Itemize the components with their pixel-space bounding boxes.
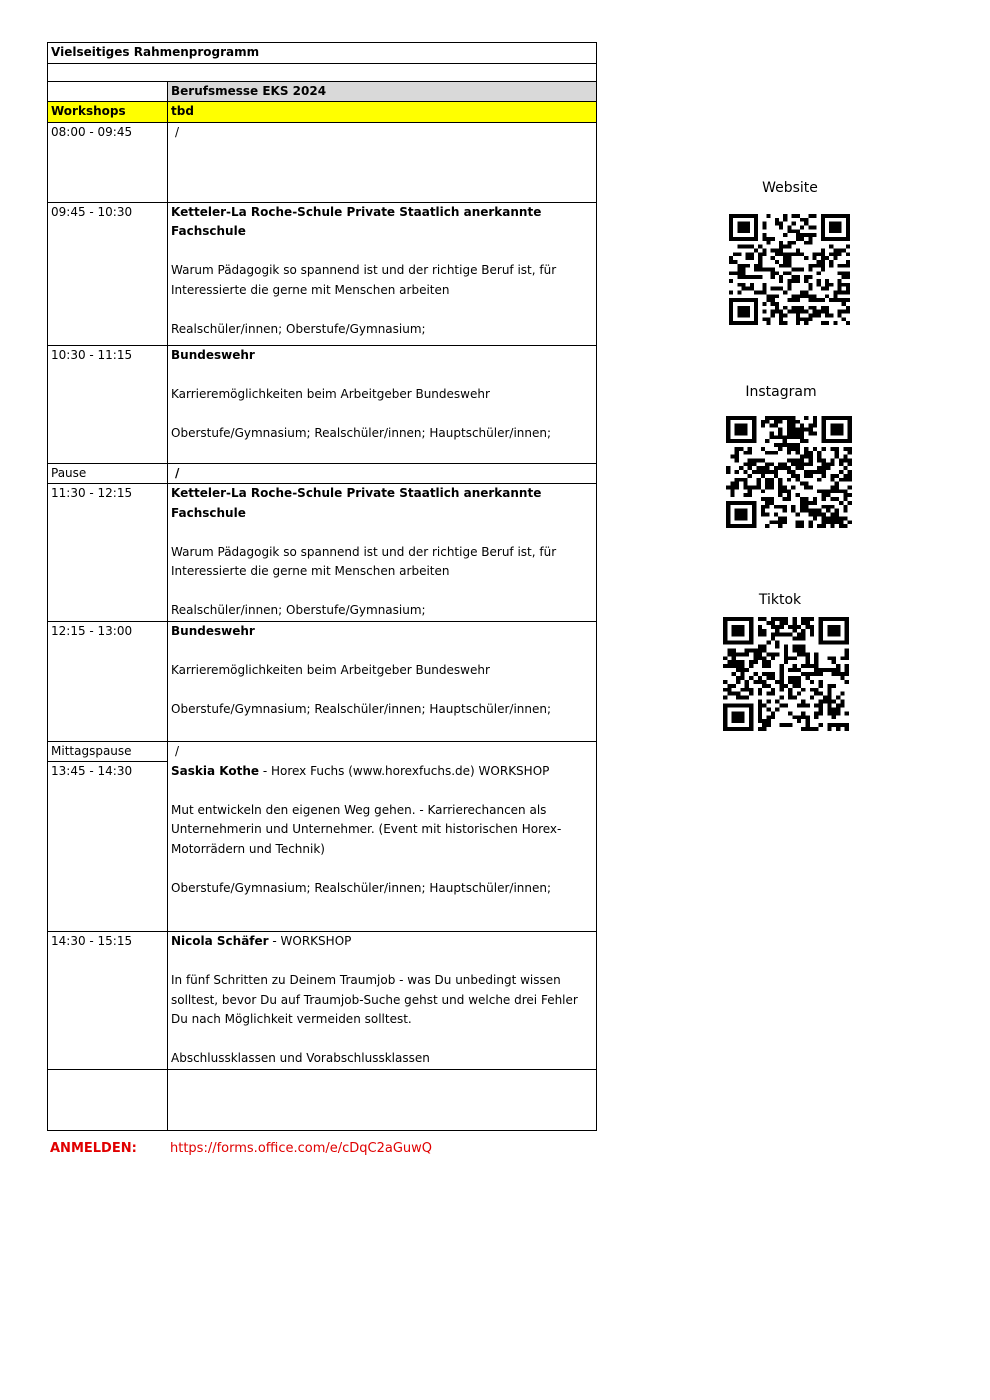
session-cell [168,484,597,622]
schedule-row [48,202,597,345]
session-title: Ketteler-La Roche-Schule Private Staatlich anerkannte Fachschule [171,204,542,238]
session-desc-line: Warum Pädagogik so spannend ist und der richtige Beruf ist, für [171,263,557,277]
schedule-row [48,463,597,484]
session-audience: Oberstufe/Gymnasium; Realschüler/innen; Hauptschüler/innen; [171,701,552,716]
slot-mark [168,463,597,484]
time-cell: 12:15 - 13:00 [48,621,168,741]
empty-cell [48,81,168,102]
session-cell [168,202,597,345]
speaker-name: Nicola Schäfer [171,934,269,948]
time-cell: Pause [48,463,168,484]
session-audience: Realschüler/innen; Oberstufe/Gymnasium; [171,603,426,617]
session-audience: Oberstufe/Gymnasium; Realschüler/innen; Hauptschüler/innen; [171,880,552,895]
session-audience: Realschüler/innen; Oberstufe/Gymnasium; [171,321,426,336]
slot-mark [168,122,597,202]
time-cell: Mittagspause [48,741,168,762]
signup-label: ANMELDEN: [50,1141,137,1156]
qr-code-icon [723,617,849,731]
session-desc-line: Unternehmerin und Unternehmer. (Event mit historischen Horex- [171,822,562,836]
workshops-value: tbd [168,102,597,123]
session-desc-line: In fünf Schritten zu Deinem Traumjob - was Du unbedingt wissen [171,973,561,987]
schedule-row [48,345,597,463]
session-cell [168,345,597,463]
schedule-row [48,122,597,202]
schedule-row [48,621,597,741]
slot-mark-text: / [175,465,180,480]
time-cell: 13:45 - 14:30 [48,762,168,932]
session-desc-line: Karrieremöglichkeiten beim Arbeitgeber Bundeswehr [171,662,490,677]
time-cell: 08:00 - 09:45 [48,122,168,202]
workshops-label: Workshops [48,102,168,123]
session-title: Bundeswehr [171,347,255,362]
session-desc-line: Interessierte die gerne mit Menschen arbeiten [171,564,450,578]
schedule-row [48,741,597,762]
slot-mark-text: / [175,124,180,139]
qr-code-icon [726,416,852,528]
session-cell [168,621,597,741]
event-title: Berufsmesse EKS 2024 [168,81,597,102]
session-title: Bundeswehr [171,623,255,638]
empty-row [48,1070,597,1131]
qr-label-tiktok: Tiktok [758,592,802,608]
session-cell [168,762,597,932]
session-desc-line: Mut entwickeln den eigenen Weg gehen. - Karrierechancen als [171,802,547,817]
time-cell: 09:45 - 10:30 [48,202,168,345]
session-desc-line: Du nach Möglichkeit vermeiden solltest. [171,1012,412,1026]
speaker-name: Saskia Kothe [171,763,260,778]
program-title: Vielseitiges Rahmenprogramm [48,43,597,64]
time-cell: 14:30 - 15:15 [48,932,168,1070]
qr-label-instagram: Instagram [745,384,817,400]
empty-cell [168,1070,597,1131]
session-desc-line: Motorrädern und Technik) [171,841,325,856]
session-desc-line: solltest, bevor Du auf Traumjob-Suche gehst und welche drei Fehler [171,992,578,1007]
schedule-row [48,932,597,1070]
session-desc-line: Karrieremöglichkeiten beim Arbeitgeber Bundeswehr [171,386,490,401]
empty-row [48,63,597,81]
session-desc-line: Warum Pädagogik so spannend ist und der richtige Beruf ist, für [171,544,557,559]
session-desc-line: Interessierte die gerne mit Menschen arbeiten [171,282,450,297]
qr-code-icon [729,214,850,325]
empty-cell [48,1070,168,1131]
time-cell: 11:30 - 12:15 [48,484,168,622]
session-cell [168,932,597,1070]
session-audience: Oberstufe/Gymnasium; Realschüler/innen; Hauptschüler/innen; [171,425,552,440]
schedule-row [48,484,597,622]
schedule-row [48,762,597,932]
slot-mark-text: / [175,743,180,758]
session-audience: Abschlussklassen und Vorabschlussklassen [171,1051,430,1065]
speaker-suffix: - WORKSHOP [268,934,352,948]
session-title: Ketteler-La Roche-Schule Private Staatlich anerkannte Fachschule [171,486,542,520]
speaker-suffix: - Horex Fuchs (www.horexfuchs.de) WORKSHOP [259,763,550,778]
signup-link[interactable]: https://forms.office.com/e/cDqC2aGuwQ [170,1141,433,1156]
qr-label-website: Website [762,180,818,196]
slot-mark [168,741,597,762]
schedule-table [47,42,597,1131]
time-cell: 10:30 - 11:15 [48,345,168,463]
